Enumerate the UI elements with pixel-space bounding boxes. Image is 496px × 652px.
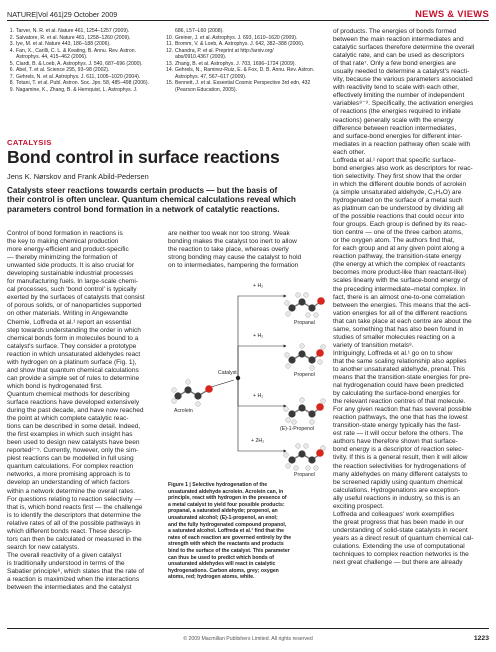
reference-number: 5. [9,60,14,67]
reference-list-left [7,28,165,93]
body-text-line: est rate — it will occur before the others. The [333,430,464,438]
body-text-line: studies of smaller molecules reacting on a [333,333,455,341]
caption-line: and the fully hydrogenated compound propanol, [168,521,287,528]
body-text-line: the reaction selectivities for hydrogenations of [333,462,466,470]
reference-text: Bromm, V. & Loeb, A. Astrophys. J. 642, 382–388 (2006). [175,41,305,47]
body-text-line: Control of bond formation in reactions is [7,230,123,237]
body-text-line: tions can be described in some detail. Indeed, [7,423,141,431]
body-text-line: strong bonding may cause the catalyst to hold [168,254,302,262]
body-text-line: tivity. If this is a general result, then it will allow [333,454,468,462]
body-text-line: the key to making chemical production [7,238,119,246]
body-text-line: reaction pathway, the transition-state energy [333,253,462,261]
body-column-2 [168,230,326,270]
body-text-line: and surface-bond energies for different inter- [333,132,463,140]
body-text-line: four groups. Each group is defined by its reac- [333,221,467,229]
reference-text: Totani, T. et al. Publ. Astron. Soc. Jpn. 58, 485–498 (2006). [16,80,149,86]
reference-text: Astrophys. 47, 567–617 (2009). [175,73,247,80]
caption-line: unsaturated aldehydes will react in catalytic [168,561,276,568]
body-text-line: as platinum can be understood by dividing all [333,205,464,213]
body-text-line: variety of transition metals⁸. [333,341,414,349]
standfirst [7,186,325,214]
reference-number: 15. [166,80,174,86]
body-text-line: more energy-efficient and product-specific [7,246,129,254]
body-text-line: been used to design new catalysts have been [7,439,140,447]
body-text-line: — thereby minimizing the formation of [7,254,118,262]
reference-text: Astrophys. 44, 415–462 (2006). [16,54,88,60]
body-text-line: techniques to complex reaction networks is the [333,551,469,559]
body-text-line: Quantum chemical methods for describing [7,390,130,398]
body-text-line: is to identify the descriptors that determine the [7,511,141,519]
reference-text: 686, L57–L60 (2008). [175,28,224,34]
caption-line: principle, react with hydrogen in the presence of [168,495,287,502]
body-text-line: that the same scaling relationship also applies [333,357,467,365]
body-text-line: developing sustainable industrial processes [7,270,134,278]
e-propenol-molecule [284,398,326,425]
body-column-3 [333,28,491,567]
reference-text: Tarver, N. R. et al. Nature 461, 1254–1257 (2009). [16,28,130,34]
body-text-line: hydrogenated on the surface of a metal such [333,196,463,204]
label-acrolein: Acrolein [174,408,193,414]
body-text-line: calculations. Hydrogenations are exception- [333,486,461,494]
category-label: CATALYSIS [7,138,52,147]
body-text-line: exciting prospect. [333,502,384,510]
body-text-line: which different bonds react. These descrip- [7,527,132,535]
body-text-line: exerted by the surfaces of catalysts that consist [7,294,145,302]
body-text-line: catalytic surfaces therefore determine the overall [333,44,475,52]
reference-text: Iye, M. et al. Nature 443, 186–188 (2006). [16,41,111,47]
reference-text: Fan, X., Carilli, C. L. & Keating, B. Annu. Rev. Astron. [16,47,136,54]
body-text-line: Sabatier principle⁶, which states that the rate of [7,567,144,575]
footer-rule [7,628,489,629]
body-text-line: authors have therefore shown that surface- [333,438,458,446]
standfirst-line: their control is often unclear. Quantum chemical calculations reveal which [7,195,296,205]
body-text-line: in which the different double bonds of acrolein [333,180,467,188]
reference-number: 6. [9,67,14,73]
body-text-line: and show that quantum chemical calculations [7,366,139,374]
body-text-line: step towards understanding the order in which [7,326,141,334]
body-text-line: for each group and at any given point along a [333,245,465,253]
section-label: NEWS & VIEWS [415,8,489,19]
body-text-line: variables⁸⁻⁹. Specifically, the activation energies [333,100,474,108]
body-text-line: reported²⁻⁵. Currently, however, only the sim- [7,447,139,455]
reference-list-right [166,28,324,93]
reference-number: 8. [9,80,14,86]
label-propanol: Propanol [294,472,315,478]
body-text-line: bonding makes the catalyst too inert to allow [168,238,297,246]
body-text-line: within a network determine the overall rates. [7,487,136,495]
reference-text: Zhang, B. et al. Astrophys. J. 703, 1696–1724 (2009). [175,60,296,67]
body-text-line: of reactions (the energies required to initiate [333,108,461,116]
body-text-line: on other materials. Writing in Angewandte [7,310,129,318]
article-title: Bond control in surface reactions [7,147,280,167]
reference-number: 4. [9,47,14,54]
body-text-line: the point at which complete catalytic reac- [7,415,129,423]
body-text-line: For questions relating to reaction selectivity — [7,495,141,503]
body-text-line: many aldehydes on many different catalysts to [333,470,468,478]
body-text-line: ally useful reactions in industry, so this is an [333,494,460,502]
journal-info: NATURE|Vol 461|29 October 2009 [7,10,118,19]
body-text-line: means that the transition-state energies for pre- [333,374,471,382]
label-propanal: Propanal [294,320,315,326]
body-text-line: (a simple unsaturated aldehyde, C₃H₄O) are [333,188,462,196]
body-text-line: the preceding intermediate–metal complex. In [333,285,466,293]
body-text-line: tion centre — one of the three carbon atoms, [333,229,463,237]
body-text-line: fact, there is an almost one-to-one correlation [333,293,465,301]
body-text-line: relative rates of all of the possible pathways in [7,519,141,527]
reference-text: Salvatore, R. et al. Nature 461, 1258–1260 (2009). [16,34,131,41]
reference-number [166,87,175,94]
body-text-line: develop an understanding of which factors [7,479,130,487]
copyright-notice: © 2009 Macmillan Publishers Limited. All rights reserved [183,636,313,642]
body-text-line: on to intermediates, hampering the formation [168,262,299,270]
body-text-line: becomes more product-like than reactant-like) [333,269,467,277]
body-text-line: networks, a more promising approach is to [7,471,131,479]
acrolein-molecule [172,380,213,407]
body-text-line: understanding of solid-state catalysts in recent [333,526,468,534]
reference-number: 3. [9,41,14,47]
body-text-line: catalytic rate, and can be used as descriptors [333,52,465,60]
body-text-line: quantum calculations. For complex reaction [7,463,134,471]
body-text-line: vation energies for all of the different reactions [333,309,468,317]
caption-line: bind to the surface of the catalyst. This parameter [168,547,290,554]
body-text-line: For any given reaction that has several possible [333,406,472,414]
reference-text: Bennett, J. et al. Essential Cosmic Perspective 3rd edn, 432 [175,80,311,86]
body-text-line: plest reactions can be modelled in full using [7,455,134,463]
reference-entry [166,87,324,94]
body-text-line: that is, which bond reacts first — the challenge [7,503,143,511]
body-text-line: culations. Extending the use of computational [333,543,465,550]
body-text-line: reactions) generally scale with the energy [333,116,454,124]
body-column-1 [7,230,161,592]
body-text-line: tion selectivity. They first show that the order [333,172,462,180]
body-text-line: or the oxygen atom. The authors find that, [333,237,455,245]
reference-entry [7,87,165,94]
reference-number: 12. [166,47,174,54]
reference-text: (Pearson Education, 2005). [175,86,238,93]
header-rule [7,20,489,21]
propanal-molecule [285,293,325,318]
caption-line: propanal, a saturated aldehyde; propenol, an [168,508,278,515]
reference-number: 2. [9,34,14,41]
standfirst-line: parameters control bond formation in a network of catalytic reactions. [7,204,280,214]
body-text-line: Intriguingly, Loffreda et al.¹ go on to show [333,349,453,357]
body-text-line: can provide a simple set of rules to determine [7,374,140,382]
body-text-line: Chemie, Loffreda et al.¹ report an essential [7,318,131,326]
caption-line: rates of each reaction are governed entirely by the [168,534,292,541]
body-text-line: with hydrogen on a platinum surface (Fig. 1), [7,358,137,366]
body-text-line: between the main reaction intermediates and [333,36,464,44]
body-text-line: The overall reactivity of a given catalyst [7,551,122,559]
body-text-line: each other. [333,148,366,156]
body-text-line: between the intermediates and the catalyst [7,584,132,592]
body-text-line: the first examples in which such insight has [7,431,133,439]
caption-line: a saturated alcohol. Loffreda et al.¹ find that the [168,528,284,535]
label-2h2: + 2H₂ [251,438,265,444]
body-text-line: between the energies. This means that the acti- [333,301,471,309]
body-text-line: unwanted side products. It is also crucial for [7,262,134,270]
caption-line: Figure 1 | Selective hydrogenation of the [168,482,268,488]
body-text-line: surface reactions have developed extensively [7,398,140,406]
body-text-line: years as a direct result of quantum chemical cal- [333,534,474,542]
reference-text: Abel, T. et al. Science 295, 93–98 (2002). [16,67,110,73]
body-text-line: reaction pathways, the one that has the lowest [333,414,468,422]
body-text-line: scales linearly with the surface-bond energy of [333,277,468,285]
body-text-line: a reaction is maximized when the interactions [7,576,140,584]
reference-number: 14. [166,67,174,73]
body-text-line: are neither too weak nor too strong. Weak [168,230,290,237]
body-text-line: tors can then be calculated or measured in the [7,535,142,543]
propenol-molecule [285,344,326,371]
reference-text: Greiner, J. et al. Astrophys. J. 693, 1610–1620 (2009). [175,34,298,41]
label-h2-2: + H₂ [253,333,264,339]
body-text-line: bond energy is a descriptor of reaction selec- [333,446,464,454]
running-header [7,7,489,21]
body-text-line: catalyst's surface. They consider a prototype [7,342,137,350]
caption-line: atoms, red; hydrogen atoms, white. [168,574,255,581]
body-text-line: difference between reaction intermediates, [333,124,457,132]
body-text-line: reaction in which unsaturated aldehydes react [7,350,141,358]
reference-number: 13. [166,60,174,67]
body-text-line: to another unsaturated aldehyde, prenal. This [333,365,465,373]
caption-line: can thus be used to predict which bonds of [168,554,274,561]
body-text-line: nal hydrogenation could have been predicted [333,382,464,390]
body-text-line: vity, because the various parameters associated [333,76,473,84]
body-text-line: of porous solids, or of nanoparticles supported [7,302,142,310]
label-propenol: Propenol [294,372,315,378]
body-text-line: cal processes, such 'bond control' is typically [7,286,137,294]
label-h2-1: + H₂ [253,283,264,289]
body-text-line: by calculating the surface-bond energies for [333,390,461,398]
body-text-line: with reactivity tend to scale with each other, [333,84,459,92]
catalyst-node [236,376,240,380]
body-text-line: of that rate⁷. Only a few bond energies are [333,60,456,68]
article-authors: Jens K. Nørskov and Frank Abild-Pedersen [7,172,149,181]
body-text-line: bond energies also work as descriptors for reac- [333,164,473,172]
caption-line: unsaturated alcohol; (E)-1-propenol, an enol; [168,514,278,521]
body-text-line: of the possible reactions that could occur into [333,213,465,221]
label-e-propenol: (E)-1-Propenol [280,426,315,432]
propanol-molecule [284,444,326,471]
caption-line: a metal catalyst to yield four possible products: [168,501,285,508]
body-text-line: Loffreda et al.¹ report that specific surface- [333,156,456,164]
body-text-line: (the energy at which the complex of reactants [333,261,466,269]
body-text-line: that can take place at each centre are about the [333,317,472,325]
body-text-line: next great challenge — but there are already [333,559,463,567]
body-text-line: of products. The energies of bonds formed [333,28,457,35]
page-number: 1223 [473,635,489,642]
reference-number: 7. [9,73,14,80]
reference-text: Chandra, P. et al. Preprint at http://arxiv.org/ [175,47,274,54]
standfirst-line: Catalysts steer reactions towards certain products — but the basis of [7,186,278,195]
body-text-line: chemical bonds form in molecules bound to a [7,334,139,342]
body-text-line: Loffreda and colleagues' work exemplifies [333,510,455,518]
reference-number: 1. [9,28,14,34]
body-text-line: the great progress that has been made in our [333,518,465,526]
body-text-line: be screened rapidly using quantum chemical [333,478,463,486]
reference-text: Gehrels, N. et al. Astrophys. J. 611, 1005–1020 (2004). [16,73,141,80]
reference-number: 10. [166,34,174,41]
body-text-line: the reaction to take place, whereas overly [168,246,289,254]
figure-caption [168,482,326,581]
body-text-line: during the past decade, and have now reached [7,407,144,415]
caption-line: hydrogenations. Carbon atoms, grey; oxygen [168,567,279,574]
figure-1 [168,276,326,476]
body-text-line: the relevant reaction centres of that molecule. [333,398,466,406]
caption-line: strength with which the reactants and products [168,541,284,548]
reference-text: abs/0910.4367 (2009). [175,54,227,60]
body-text-line: for manufacturing fuels. In large-scale chemi- [7,278,138,286]
reference-number: 9. [9,86,14,93]
body-text-line: transition-state energy typically has the fast- [333,422,461,430]
label-h2-3: + H₂ [253,393,264,399]
body-text-line: effectively limiting the number of independent [333,92,465,100]
reference-text: Ciardi, B. & Loeb, A. Astrophys. J. 540, 687–696 (2000). [16,60,143,67]
arrow-to-propenol [238,346,286,378]
arrow-to-e-propenol [238,378,286,406]
body-text-line: is traditionally understood in terms of the [7,559,125,567]
body-text-line: mediates in a reaction pathway often scale with [333,140,471,148]
body-text-line: same, something that has also been found in [333,325,464,333]
reference-text: Gehrels, N., Ramirez-Ruiz, E. & Fox, D. B. Annu. Rev. Astron. [175,67,315,73]
body-text-line: search for new catalysts. [7,543,80,551]
label-catalyst: Catalyst [218,370,237,376]
caption-line: unsaturated aldehyde acrolein. Acrolein can, in [168,488,284,495]
reference-number: 11. [166,41,173,47]
reference-text: Nagamine, K., Zhang, B. & Hernquist, L. Astrophys. J. [16,86,138,93]
body-text-line: usually needed to determine a catalyst's reacti- [333,68,470,76]
body-text-line: which bond is hydrogenated first. [7,382,103,390]
